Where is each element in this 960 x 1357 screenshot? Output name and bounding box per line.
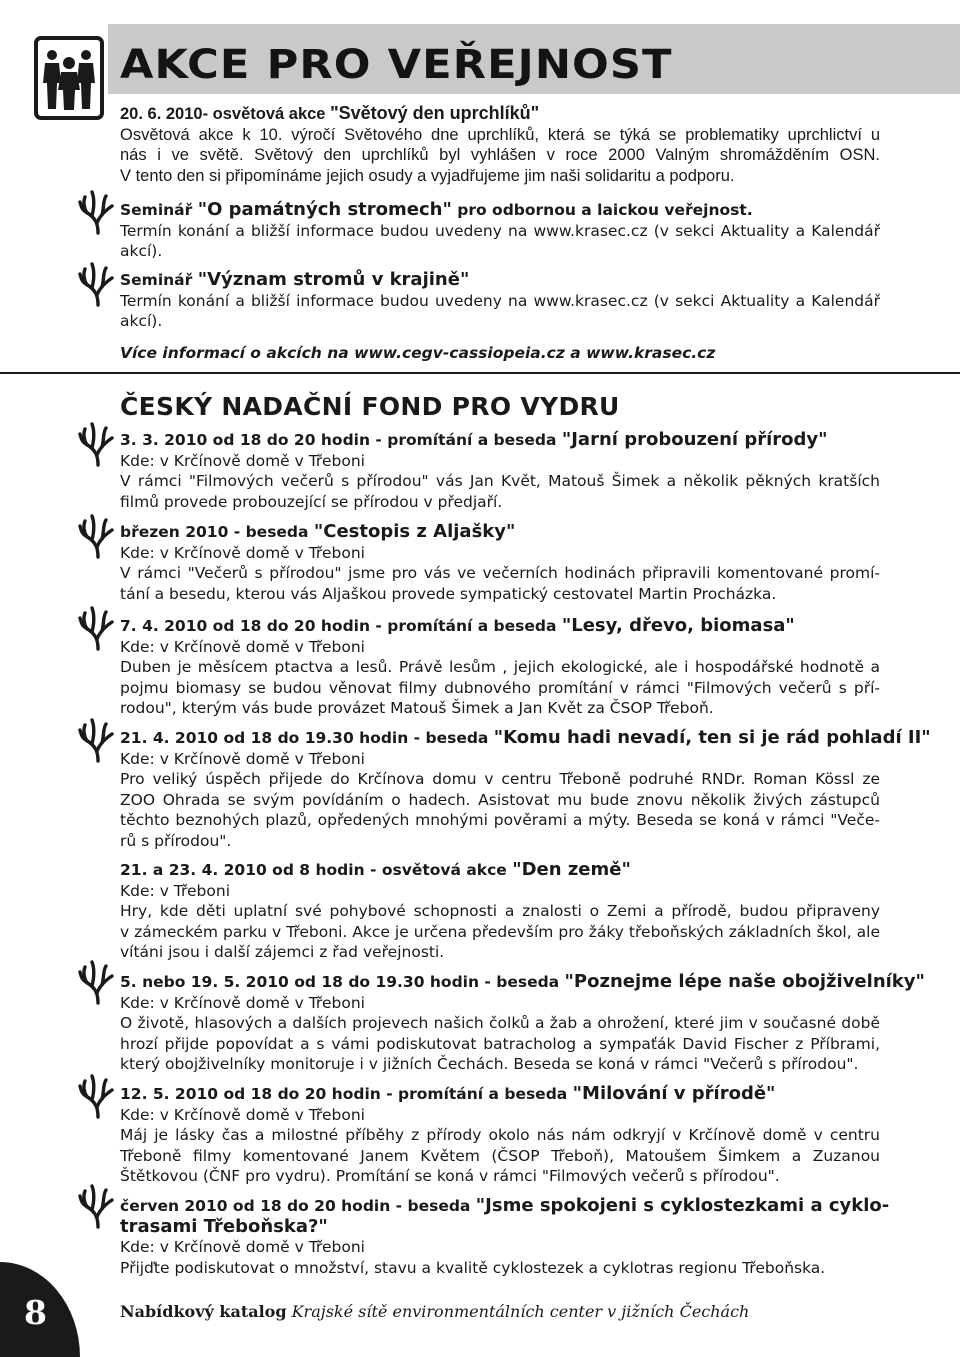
more-info: Více informací o akcích na www.cegv-cassiopeia.cz a www.krasec.cz	[120, 344, 716, 362]
event-heading: 21. a 23. 4. 2010 od 8 hodin - osvětová akce "Den země"	[120, 859, 631, 880]
seminar-1-heading: Seminář "O památných stromech" pro odbornou a laickou veřejnost.	[120, 199, 753, 220]
event-item: 21. a 23. 4. 2010 od 8 hodin - osvětová akce "Den země" Kde: v Třeboni Hry, kde děti uplatní své pohybové schopnosti a znalosti o Zemi a přírodě, budou připraveny v zámeckém parku v Třeboni. Akce je určena především pro žáky třeboňských základních škol, ale vítáni jsou i další zájemci z řad veřejnosti.	[120, 859, 880, 961]
event-heading: 12. 5. 2010 od 18 do 20 hodin - promítání a beseda "Milování v přírodě"	[120, 1083, 776, 1104]
event-item: 21. 4. 2010 od 18 do 19.30 hodin - beseda "Komu hadi nevadí, ten si je rád pohladí II" Kde: v Krčínově domě v Třeboni Pro veliký úspěch přijede do Krčínova domu v centru Třeboně podruhé RNDr. Roman Kössl ze ZOO Ohrada se svým povídáním o hadech. Asistovat mu bude znovu několik živých zástupců těchto beznohých plazů, opředených mnohými pověrami a mýty. Beseda se koná v rámci "Veče- rů s přírodou".	[120, 727, 931, 850]
event-heading: 21. 4. 2010 od 18 do 19.30 hodin - beseda "Komu hadi nevadí, ten si je rád pohladí II"	[120, 727, 931, 748]
bare-tree-icon	[78, 606, 114, 650]
seminar-1: Seminář "O památných stromech" pro odbornou a laickou veřejnost. Termín konání a bližší informace budou uvedeny na www.krasec.cz (v sekci Aktuality a Kalendář akcí).	[120, 199, 880, 260]
bare-tree-icon	[78, 960, 114, 1004]
bare-tree-icon	[78, 514, 114, 558]
event-item: 5. nebo 19. 5. 2010 od 18 do 19.30 hodin - beseda "Poznejme lépe naše obojživelníky" Kde: v Krčínově domě v Třeboni O životě, hlasových a dalších projevech našich čolků a žab a ohrožení, které jim v současné době hrozí přijde popovídat a s vámi podiskutovat batracholog a sympaťák David Fischer z Příbrami, který obojživelníky monitoruje i v jižních Čechách. Beseda se koná v rámci "Večerů s přírodou".	[120, 971, 925, 1073]
event-heading: březen 2010 - beseda "Cestopis z Aljašky"	[120, 521, 516, 542]
intro-event: 20. 6. 2010- osvětová akce "Světový den uprchlíků" Osvětová akce k 10. výročí Světového dne uprchlíků, která se týká se problematiky uprchlictví u nás i ve světě. Světový den uprchlíků byl vyhlášen v roce 2000 Valným shromážděním OSN. V tento den si připomínáme jejich osudy a vyjadřujeme jim naši solidaritu a podporu.	[120, 103, 880, 185]
seminar-2-heading: Seminář "Význam stromů v krajině"	[120, 269, 470, 290]
footer-caption: Nabídkový katalog Krajské sítě environmentálních center v jižních Čechách	[120, 1302, 750, 1321]
three-people-icon	[34, 36, 104, 120]
page-number: 8	[24, 1293, 47, 1332]
bare-tree-icon	[78, 718, 114, 762]
bare-tree-icon	[78, 190, 114, 234]
intro-heading: 20. 6. 2010- osvětová akce "Světový den uprchlíků"	[120, 103, 540, 123]
event-item: březen 2010 - beseda "Cestopis z Aljašky" Kde: v Krčínově domě v Třeboni V rámci "Večerů s přírodou" jsme pro vás ve večerních hodinách připravili komentované promí- tání a besedu, kterou vás Aljaškou provede sympatický cestovatel Martin Procházka.	[120, 521, 880, 603]
event-heading: 7. 4. 2010 od 18 do 20 hodin - promítání a beseda "Lesy, dřevo, biomasa"	[120, 615, 795, 636]
event-item: 7. 4. 2010 od 18 do 20 hodin - promítání a beseda "Lesy, dřevo, biomasa" Kde: v Krčínově domě v Třeboni Duben je měsícem ptactva a lesů. Právě lesům , jejich ekologické, ale i hospodářské hodnotě a pojmu biomasy se budou věnovat filmy dubnového promítání v rámci "Filmových večerů s pří- rodou", kterým vás bude provázet Matouš Šimek a Jan Květ za ČSOP Třeboň.	[120, 615, 880, 717]
bare-tree-icon	[78, 1074, 114, 1118]
seminar-2: Seminář "Význam stromů v krajině" Termín konání a bližší informace budou uvedeny na www.krasec.cz (v sekci Aktuality a Kalendář akcí).	[120, 269, 880, 330]
event-item: 3. 3. 2010 od 18 do 20 hodin - promítání a beseda "Jarní probouzení přírody" Kde: v Krčínově domě v Třeboni V rámci "Filmových večerů s přírodou" vás Jan Květ, Matouš Šimek a několik pěkných kratších filmů provede probouzející se přírodou v předjaří.	[120, 429, 880, 511]
event-item: červen 2010 od 18 do 20 hodin - beseda "Jsme spokojeni s cyklostezkami a cyklo- trasami Třeboňska?" Kde: v Krčínově domě v Třeboni Přijďte podiskutovat o množství, stavu a kvalitě cyklostezek a cyklotras regionu Třeboňska.	[120, 1195, 890, 1277]
event-heading: červen 2010 od 18 do 20 hodin - beseda "Jsme spokojeni s cyklostezkami a cyklo-	[120, 1195, 890, 1216]
bare-tree-icon	[78, 1184, 114, 1228]
event-heading: 5. nebo 19. 5. 2010 od 18 do 19.30 hodin - beseda "Poznejme lépe naše obojživelníky"	[120, 971, 925, 992]
page-title: AKCE PRO VEŘEJNOST	[120, 42, 673, 88]
bare-tree-icon	[78, 262, 114, 306]
section-title: ČESKÝ NADAČNÍ FOND PRO VYDRU	[120, 392, 620, 421]
bare-tree-icon	[78, 422, 114, 466]
event-item: 12. 5. 2010 od 18 do 20 hodin - promítání a beseda "Milování v přírodě" Kde: v Krčínově domě v Třeboni Máj je lásky čas a milostné příběhy z přírody okolo nás nám odkryjí v Krčínově domě v centru Třeboně filmy komentované Janem Květem (ČSOP Třeboň), Matoušem Šimkem a Zuzanou Štětkovou (ČNF pro vydru). Promítání se koná v rámci "Filmových večerů s přírodou".	[120, 1083, 880, 1185]
event-heading: 3. 3. 2010 od 18 do 20 hodin - promítání a beseda "Jarní probouzení přírody"	[120, 429, 828, 450]
section-divider	[0, 372, 960, 374]
